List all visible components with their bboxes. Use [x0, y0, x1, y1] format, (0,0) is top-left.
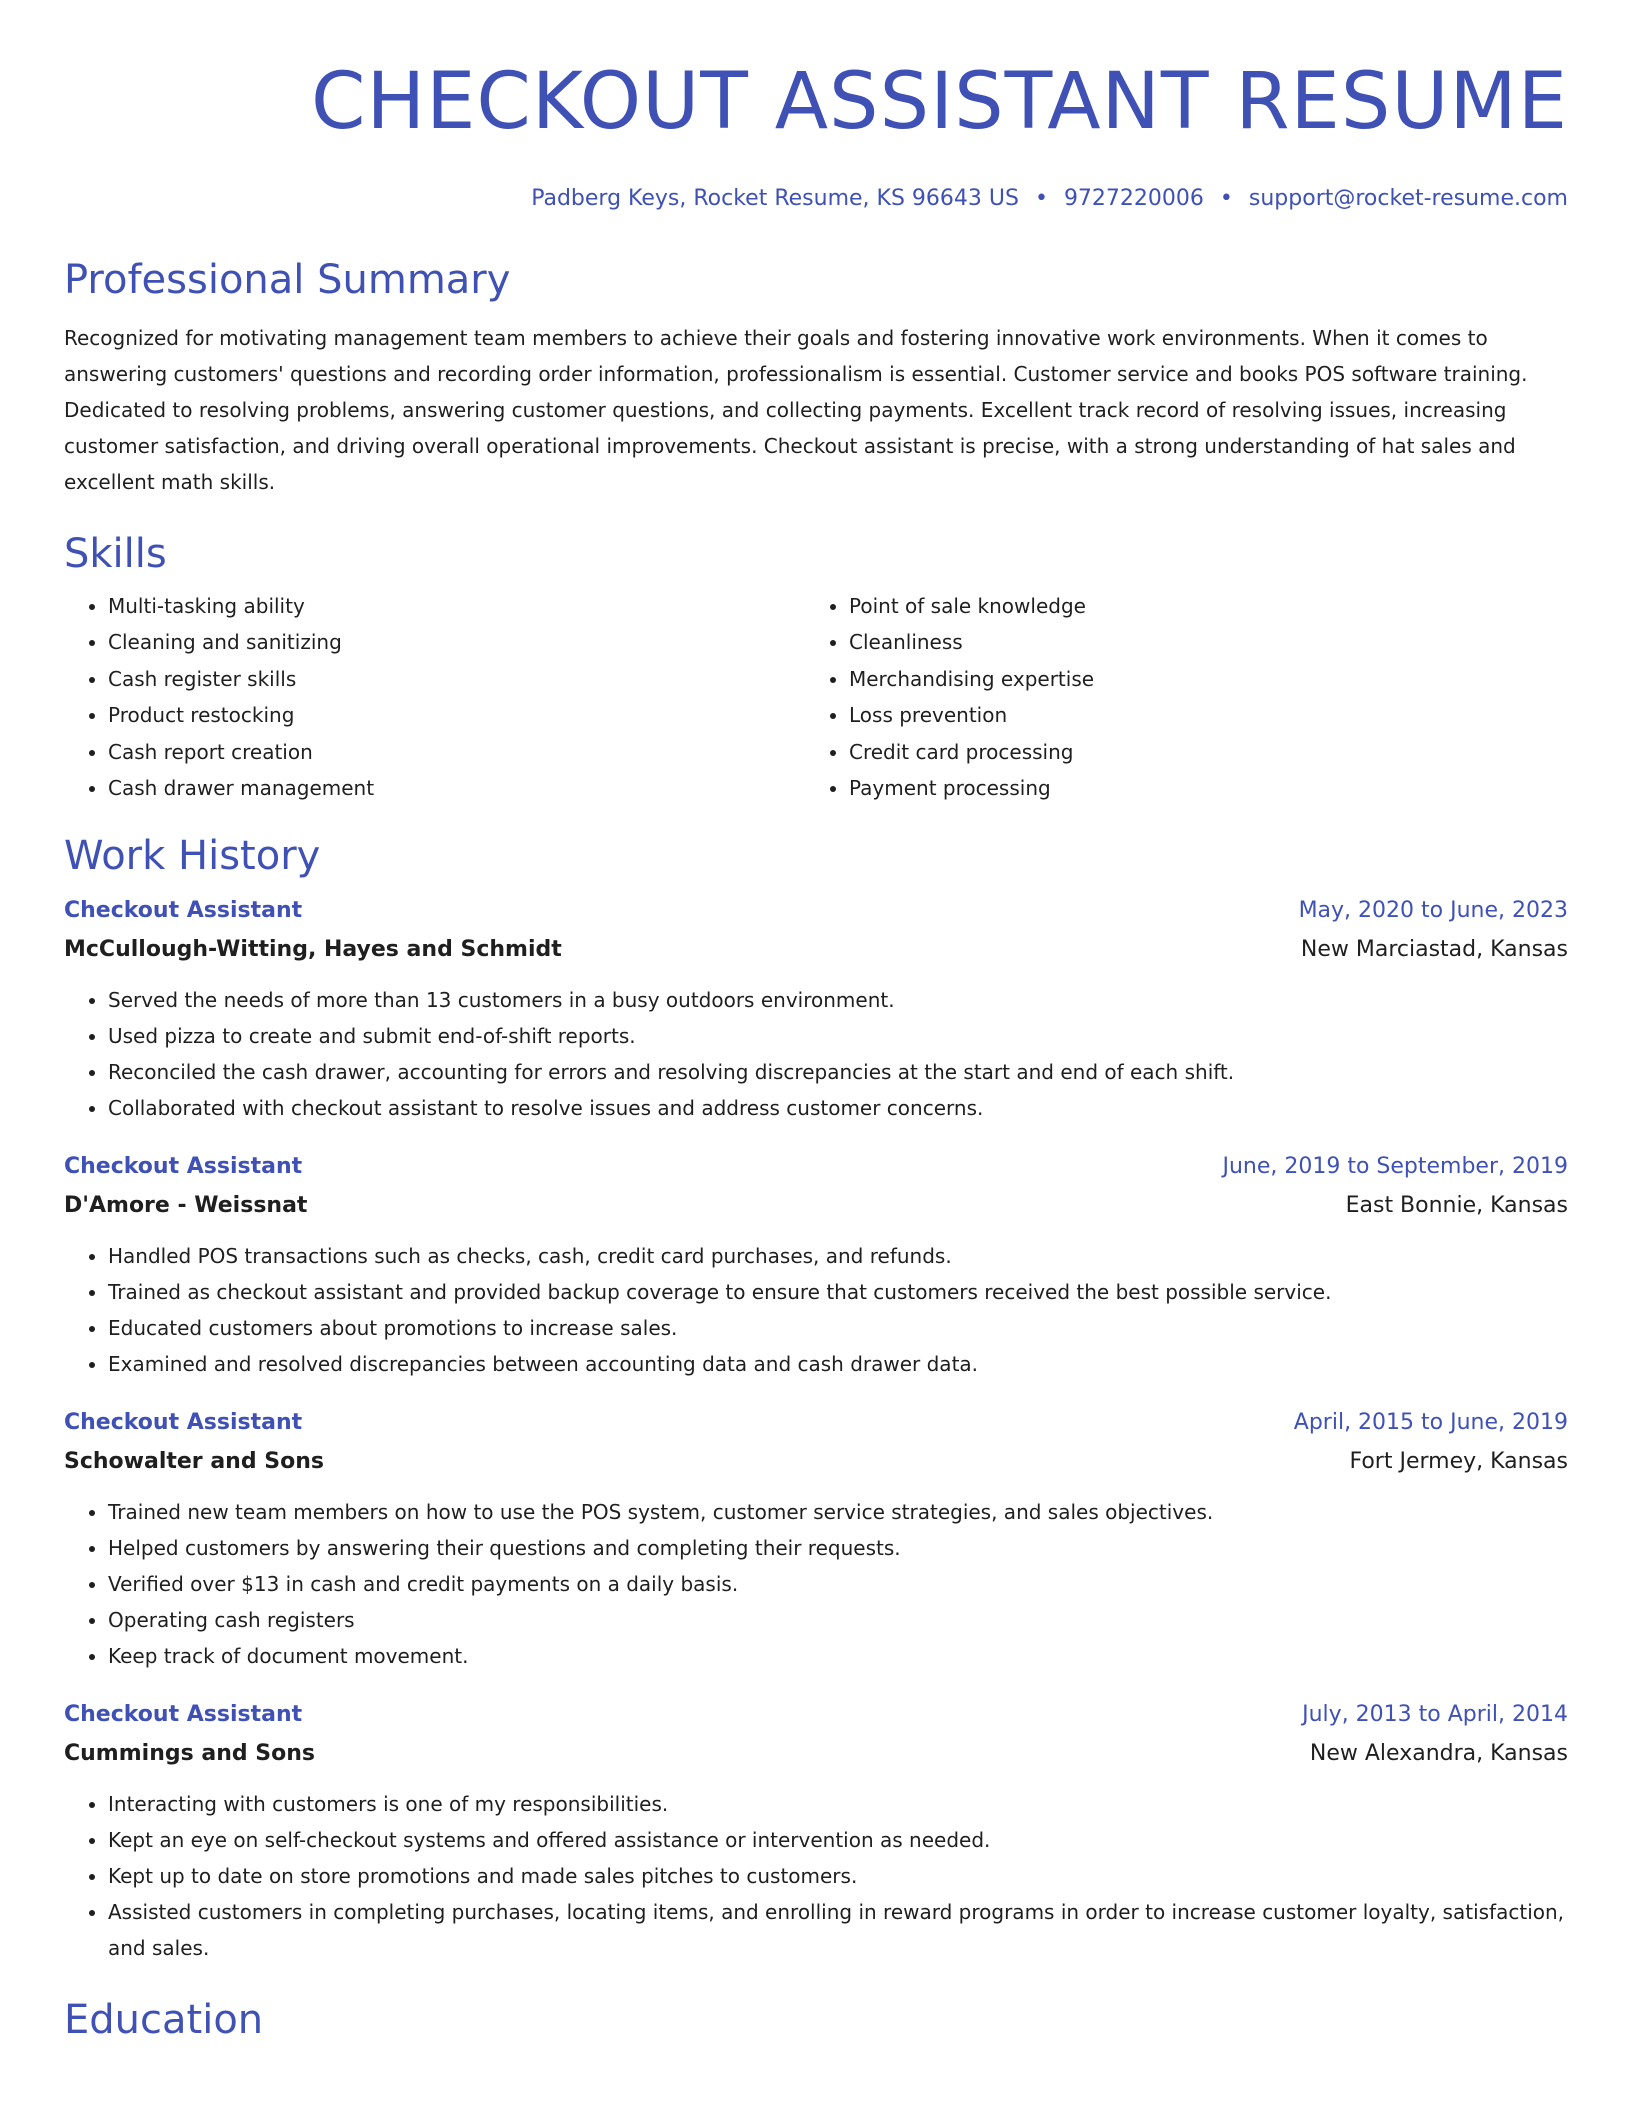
job-entry — [64, 1148, 1568, 1382]
education-heading: Education — [64, 1997, 264, 2044]
skills-column-right — [805, 588, 1546, 806]
job-entry — [64, 1404, 1568, 1674]
job-company: McCullough-Witting, Hayes and Schmidt — [64, 937, 562, 963]
summary-text: Recognized for motivating management team members to achieve their goals and fostering innovative work environments. When it comes to answering customers' questions and recording order information, professionalism is essential. Customer service and books POS software training. Dedicated to resolving problems, answering customer questions, and collecting payments. Excellent track record of resolving issues, increasing customer satisfaction, and driving overall operational improvements. Checkout assistant is precise, with a strong understanding of hat sales and excellent math skills. — [64, 326, 1528, 494]
work-history-list — [64, 892, 1568, 1966]
skill-item: • Product restocking — [108, 697, 805, 733]
resume-title: CHECKOUT ASSISTANT RESUME — [311, 57, 1568, 147]
skill-item: • Cleaning and sanitizing — [108, 624, 805, 660]
job-bullet: • Educated customers about promotions to increase sales. — [108, 1310, 1568, 1346]
skill-item: • Multi-tasking ability — [108, 588, 805, 624]
job-entry — [64, 892, 1568, 1126]
job-bullet: • Interacting with customers is one of my responsibilities. — [108, 1786, 1568, 1822]
job-bullet: • Reconciled the cash drawer, accounting for errors and resolving discrepancies at the start and end of each shift. — [108, 1054, 1568, 1090]
job-title: Checkout Assistant — [64, 1410, 303, 1436]
job-bullet: • Examined and resolved discrepancies between accounting data and cash drawer data. — [108, 1346, 1568, 1382]
skills-list — [64, 588, 1568, 806]
job-responsibilities — [64, 982, 1568, 1126]
job-company: Schowalter and Sons — [64, 1449, 324, 1475]
job-bullet: • Helped customers by answering their questions and completing their requests. — [108, 1530, 1568, 1566]
job-dates: June, 2019 to September, 2019 — [1222, 1154, 1568, 1180]
contact-separator: • — [1034, 186, 1048, 211]
skills-column-left — [64, 588, 805, 806]
contact-line — [64, 184, 1568, 214]
job-bullet: • Handled POS transactions such as checks, cash, credit card purchases, and refunds. — [108, 1238, 1568, 1274]
summary-heading: Professional Summary — [64, 257, 511, 303]
job-location: New Marciastad, Kansas — [1300, 937, 1568, 963]
job-bullet: • Trained new team members on how to use the POS system, customer service strategies, and sales objectives. — [108, 1494, 1568, 1530]
resume-page — [64, 0, 1568, 2044]
job-responsibilities — [64, 1786, 1568, 1966]
work-history-heading: Work History — [64, 833, 321, 880]
job-bullet: • Collaborated with checkout assistant to resolve issues and address customer concerns. — [108, 1090, 1568, 1126]
job-responsibilities — [64, 1238, 1568, 1382]
job-bullet: • Trained as checkout assistant and provided backup coverage to ensure that customers received the best possible service. — [108, 1274, 1568, 1310]
job-dates: April, 2015 to June, 2019 — [1293, 1410, 1568, 1436]
job-bullet: • Keep track of document movement. — [108, 1638, 1568, 1674]
job-responsibilities — [64, 1494, 1568, 1674]
skill-item: • Cleanliness — [849, 624, 1546, 660]
job-title: Checkout Assistant — [64, 1154, 303, 1180]
skill-item: • Cash drawer management — [108, 770, 805, 806]
job-title: Checkout Assistant — [64, 1702, 303, 1728]
job-company: Cummings and Sons — [64, 1741, 315, 1767]
skill-item: • Loss prevention — [849, 697, 1546, 733]
job-title: Checkout Assistant — [64, 898, 303, 924]
job-bullet: • Operating cash registers — [108, 1602, 1568, 1638]
skill-item: • Cash register skills — [108, 661, 805, 697]
skill-item: • Cash report creation — [108, 734, 805, 770]
job-location: Fort Jermey, Kansas — [1349, 1449, 1568, 1475]
job-location: East Bonnie, Kansas — [1345, 1193, 1568, 1219]
job-entry — [64, 1696, 1568, 1966]
skill-item: • Point of sale knowledge — [849, 588, 1546, 624]
job-company: D'Amore - Weissnat — [64, 1193, 308, 1219]
job-bullet: • Kept an eye on self-checkout systems and offered assistance or intervention as needed. — [108, 1822, 1568, 1858]
contact-email: support@rocket-resume.com — [1248, 186, 1568, 211]
job-bullet: • Served the needs of more than 13 customers in a busy outdoors environment. — [108, 982, 1568, 1018]
job-dates: May, 2020 to June, 2023 — [1298, 898, 1568, 924]
skill-item: • Payment processing — [849, 770, 1546, 806]
contact-separator: • — [1219, 186, 1233, 211]
skill-item: • Merchandising expertise — [849, 661, 1546, 697]
job-bullet: • Assisted customers in completing purchases, locating items, and enrolling in reward programs in order to increase customer loyalty, satisfaction, and sales. — [108, 1894, 1568, 1966]
job-location: New Alexandra, Kansas — [1309, 1741, 1568, 1767]
skills-heading: Skills — [64, 531, 167, 577]
job-bullet: • Verified over $13 in cash and credit payments on a daily basis. — [108, 1566, 1568, 1602]
job-bullet: • Used pizza to create and submit end-of-shift reports. — [108, 1018, 1568, 1054]
job-dates: July, 2013 to April, 2014 — [1302, 1702, 1568, 1728]
contact-address: Padberg Keys, Rocket Resume, KS 96643 US — [531, 186, 1019, 211]
skill-item: • Credit card processing — [849, 734, 1546, 770]
contact-phone: 9727220006 — [1063, 186, 1204, 211]
job-bullet: • Kept up to date on store promotions and made sales pitches to customers. — [108, 1858, 1568, 1894]
